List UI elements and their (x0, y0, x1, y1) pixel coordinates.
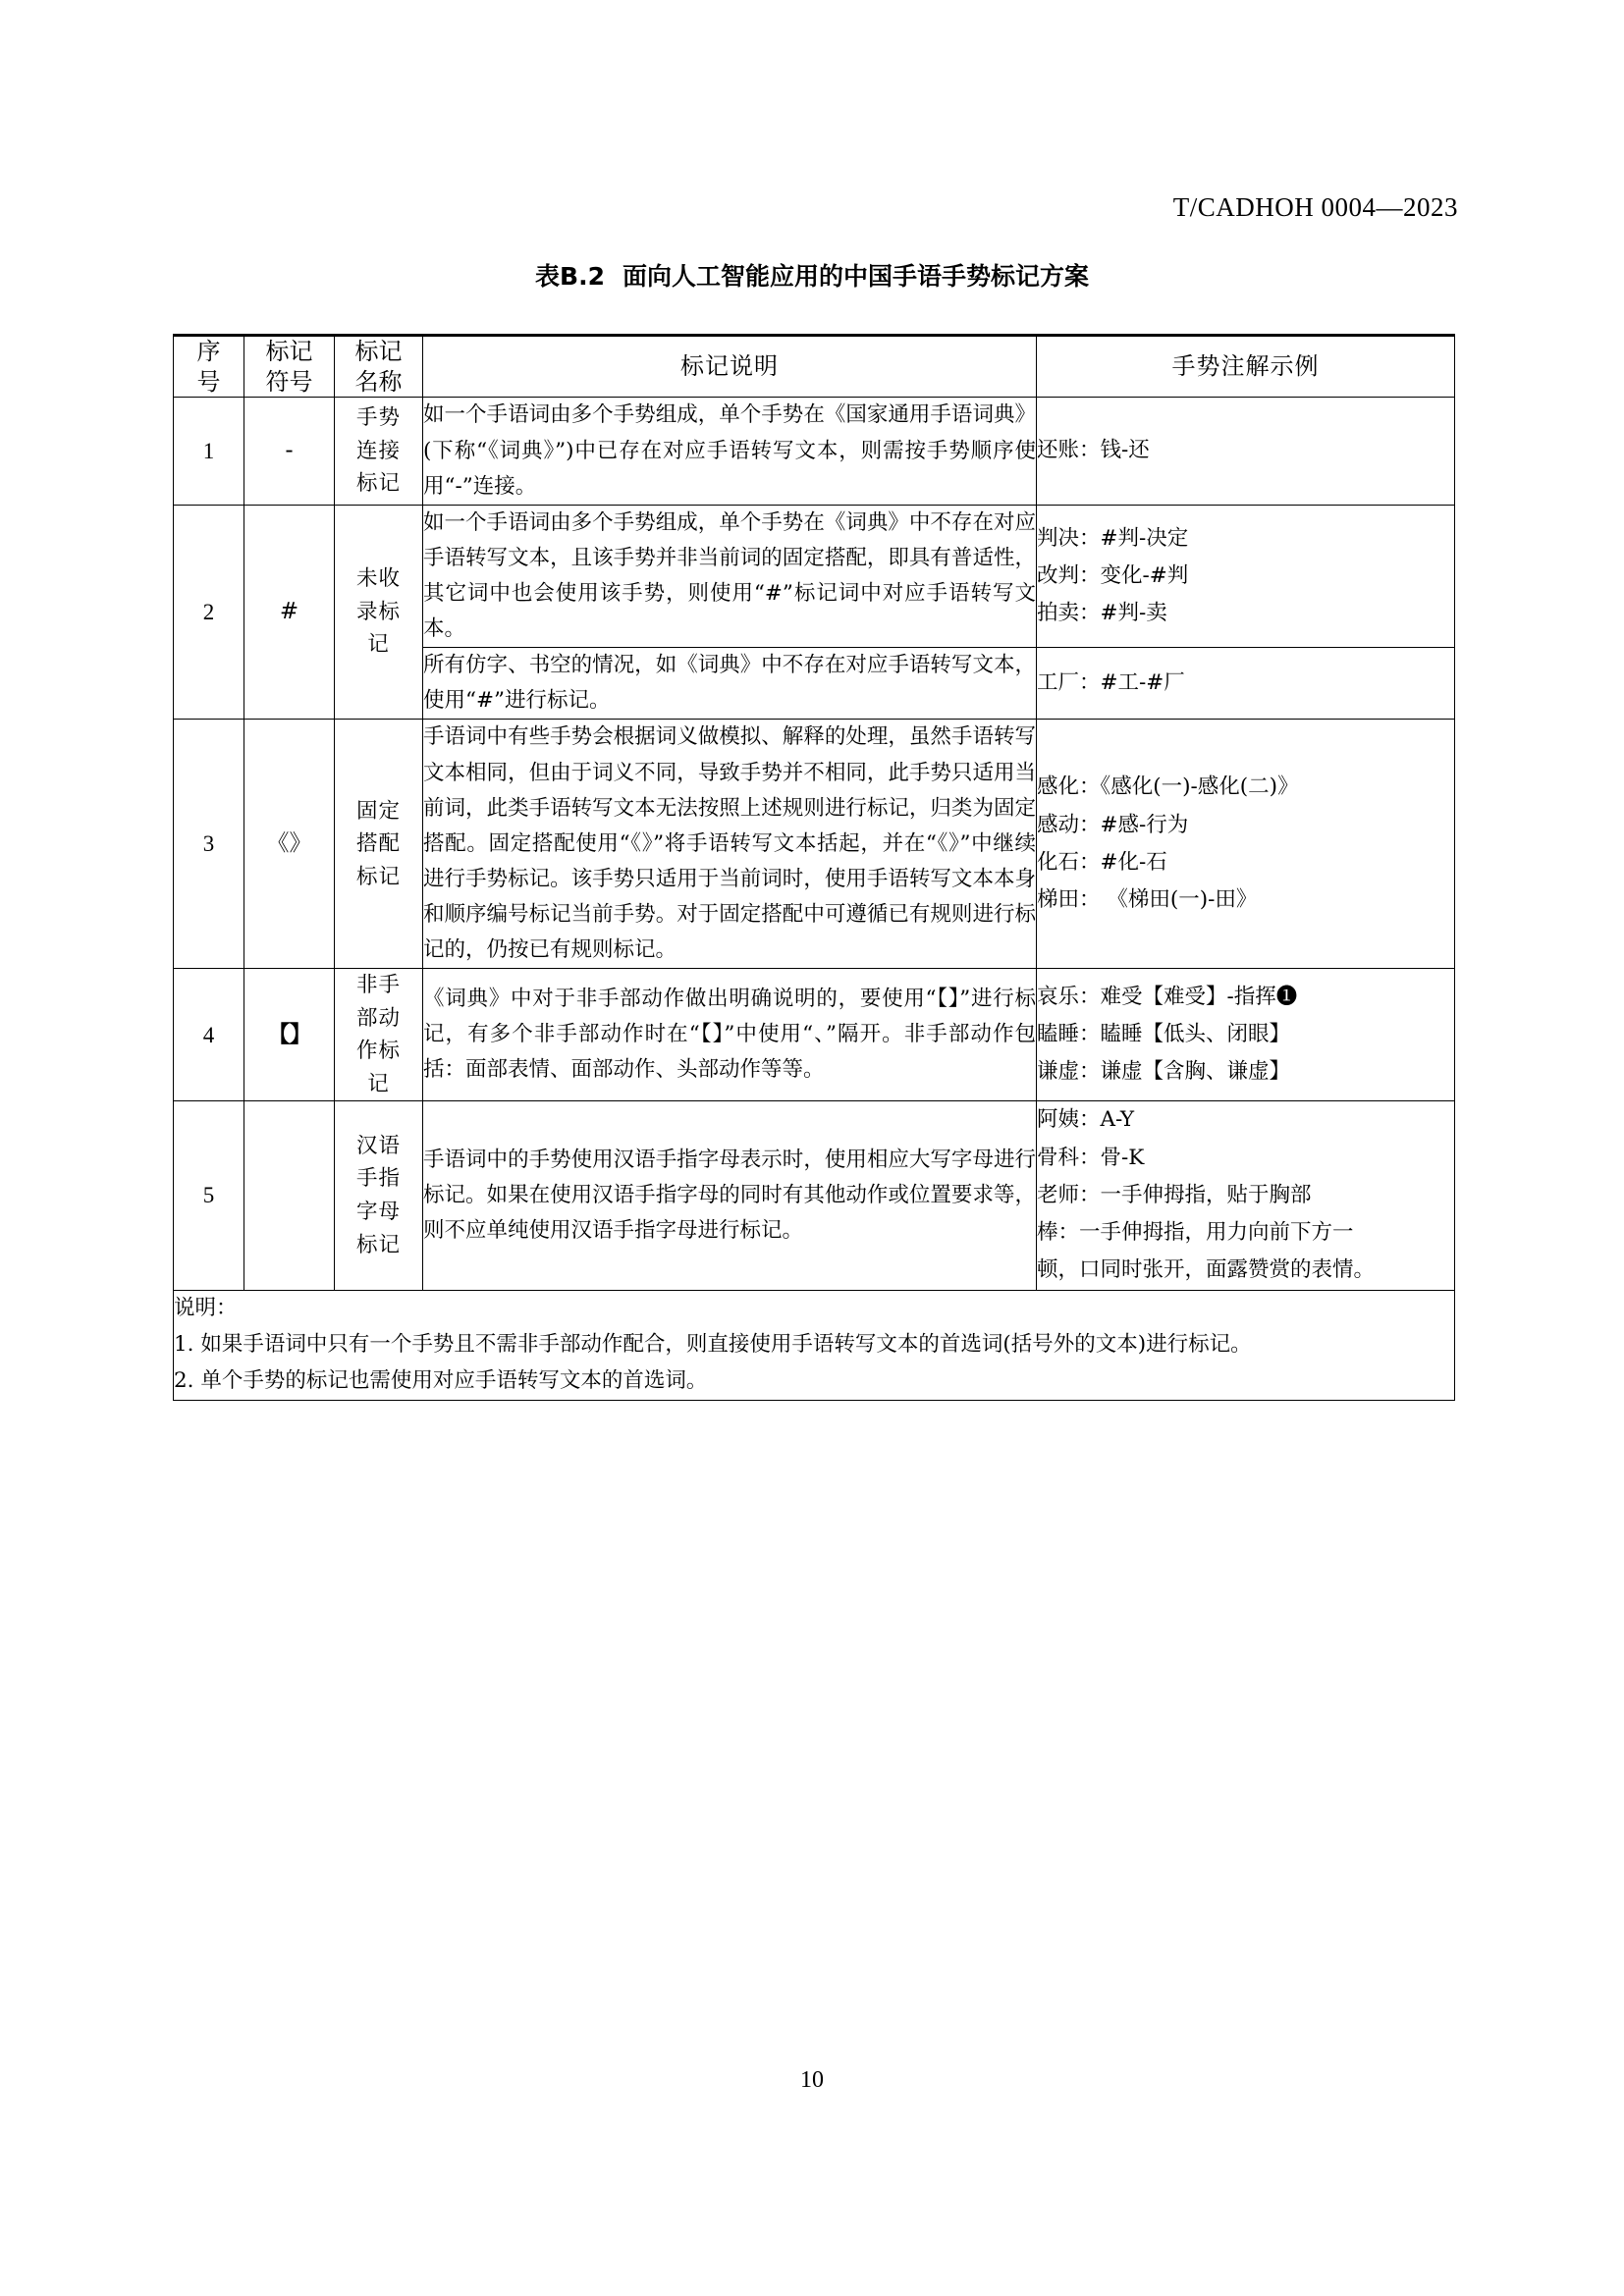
table-caption-text: 面向人工智能应用的中国手语手势标记方案 (622, 262, 1089, 291)
table-row (174, 505, 1455, 647)
column-header-sequence-line2: 号 (196, 367, 221, 396)
row-description: 手语词中有些手势会根据词义做模拟、解释的处理，虽然手语转写文本相同，但由于词义不同，导致手势并不相同，此手势只适用当前词，此类手语转写文本无法按照上述规则进行标记，归类为固定搭配。固定搭配使用“《》”将手语转写文本括起，并在“《》”中继续进行手势标记。该手势只适用于当前词时，使用手语转写文本本身和顺序编号标记当前手势。对于固定搭配中可遵循已有规则进行标记的，仍按已有规则标记。 (423, 720, 1037, 969)
row-name-line: 录标 (355, 599, 401, 624)
row-name (335, 398, 423, 505)
example-line: 化石：#化-石 (1037, 849, 1167, 875)
table-row (174, 398, 1455, 505)
row-examples (1037, 969, 1455, 1101)
example-line: 改判：变化-#判 (1037, 562, 1189, 588)
table-row (174, 720, 1455, 969)
row-name-line: 部动 (355, 1005, 401, 1031)
row-name (335, 1101, 423, 1290)
row-name-line: 固定 (355, 798, 401, 824)
marking-scheme-table (173, 334, 1455, 1401)
row-symbol: 《》 (244, 720, 335, 969)
row-description: 《词典》中对于非手部动作做出明确说明的，要使用“【】”进行标记，有多个非手部动作时在“【】”中使用“、”隔开。非手部动作包括：面部表情、面部动作、头部动作等等。 (423, 969, 1037, 1101)
table-caption (0, 257, 1624, 293)
row-name (335, 505, 423, 720)
table-note-item: 1. 如果手语词中只有一个手势且不需非手部动作配合，则直接使用手语转写文本的首选词(括号外的文本)进行标记。 (174, 1331, 1252, 1357)
example-line: 梯田： 《梯田(一)-田》 (1037, 887, 1258, 913)
row-sequence-number: 5 (174, 1101, 244, 1290)
example-line: 棒：一手伸拇指，用力向前下方一 (1037, 1220, 1354, 1246)
table-header (174, 336, 1455, 398)
table-header-row (174, 336, 1455, 398)
row-name-line: 手指 (355, 1166, 401, 1192)
row-name-line: 未收 (355, 566, 401, 592)
table-notes-row (174, 1290, 1455, 1400)
row-examples (1037, 1101, 1455, 1290)
example-line: 还账：钱-还 (1037, 438, 1150, 463)
example-line: 骨科：骨-K (1037, 1145, 1145, 1170)
page-number: 10 (800, 2067, 824, 2093)
row-sequence-number: 1 (174, 398, 244, 505)
row-description: 所有仿字、书空的情况，如《词典》中不存在对应手语转写文本，使用“#”进行标记。 (423, 648, 1037, 720)
row-examples (1037, 505, 1455, 647)
example-line: 阿姨：A-Y (1037, 1107, 1135, 1133)
column-header-sequence (174, 336, 244, 398)
table-row (174, 1101, 1455, 1290)
example-line: 感化：《感化(一)-感化(二)》 (1037, 774, 1299, 800)
running-header: T/CADHOH 0004—2023 (1172, 192, 1458, 222)
example-line: 老师：一手伸拇指，贴于胸部 (1037, 1182, 1312, 1207)
row-symbol: # (244, 505, 335, 720)
table-notes (174, 1290, 1455, 1400)
row-symbol: - (244, 398, 335, 505)
example-line: 谦虚：谦虚【含胸、谦虚】 (1037, 1059, 1291, 1085)
table-caption-number: 表B.2 (535, 262, 605, 291)
example-line: 顿，口同时张开，面露赞赏的表情。 (1037, 1257, 1376, 1283)
example-line: 拍卖：#判-卖 (1037, 601, 1167, 626)
example-line: 判决：#判-决定 (1037, 525, 1189, 551)
column-header-name-line1: 标记 (354, 338, 403, 365)
table-note-item: 2. 单个手势的标记也需使用对应手语转写文本的首选词。 (174, 1367, 708, 1393)
row-symbol: 【】 (244, 969, 335, 1101)
row-name-line: 汉语 (355, 1133, 401, 1158)
row-name (335, 969, 423, 1101)
example-line: 工厂：#工-#厂 (1037, 670, 1185, 696)
row-sequence-number: 3 (174, 720, 244, 969)
row-name-line: 记 (367, 632, 390, 658)
table-notes-title: 说明： (174, 1295, 238, 1320)
row-name-line: 标记 (355, 471, 401, 497)
row-examples (1037, 720, 1455, 969)
row-name-line: 记 (367, 1071, 390, 1096)
column-header-sequence-line1: 序 (196, 338, 221, 365)
row-name (335, 720, 423, 969)
column-header-symbol (244, 336, 335, 398)
row-name-line: 标记 (355, 864, 401, 889)
column-header-examples: 手势注解示例 (1037, 336, 1455, 398)
table-row (174, 969, 1455, 1101)
row-name-line: 作标 (355, 1039, 401, 1064)
row-description: 手语词中的手势使用汉语手指字母表示时，使用相应大写字母进行标记。如果在使用汉语手指字母的同时有其他动作或位置要求等，则不应单纯使用汉语手指字母进行标记。 (423, 1101, 1037, 1290)
column-header-name (335, 336, 423, 398)
column-header-name-line2: 名称 (354, 367, 403, 396)
row-sequence-number: 2 (174, 505, 244, 720)
row-examples (1037, 648, 1455, 720)
column-header-description: 标记说明 (423, 336, 1037, 398)
row-name-line: 字母 (355, 1199, 401, 1224)
marking-scheme-table-wrapper (173, 334, 1454, 1401)
row-name-line: 连接 (355, 438, 401, 463)
column-header-symbol-line2: 符号 (265, 367, 313, 396)
example-line: 感动：#感-行为 (1037, 812, 1189, 837)
example-line: 哀乐：难受【难受】-指挥❶ (1037, 984, 1298, 1009)
row-symbol (244, 1101, 335, 1290)
row-sequence-number: 4 (174, 969, 244, 1101)
row-name-line: 标记 (355, 1232, 401, 1257)
column-header-symbol-line1: 标记 (265, 338, 313, 365)
row-description: 如一个手语词由多个手势组成，单个手势在《国家通用手语词典》(下称“《词典》”)中已存在对应手语转写文本，则需按手势顺序使用“-”连接。 (423, 398, 1037, 505)
row-name-line: 手势 (355, 405, 401, 431)
row-name-line: 搭配 (355, 831, 401, 857)
table-body (174, 398, 1455, 1400)
row-examples (1037, 398, 1455, 505)
example-line: 瞌睡：瞌睡【低头、闭眼】 (1037, 1022, 1291, 1047)
row-description: 如一个手语词由多个手势组成，单个手势在《词典》中不存在对应手语转写文本，且该手势并非当前词的固定搭配，即具有普适性，其它词中也会使用该手势，则使用“#”标记词中对应手语转写文本。 (423, 505, 1037, 647)
row-name-line: 非手 (355, 973, 401, 998)
